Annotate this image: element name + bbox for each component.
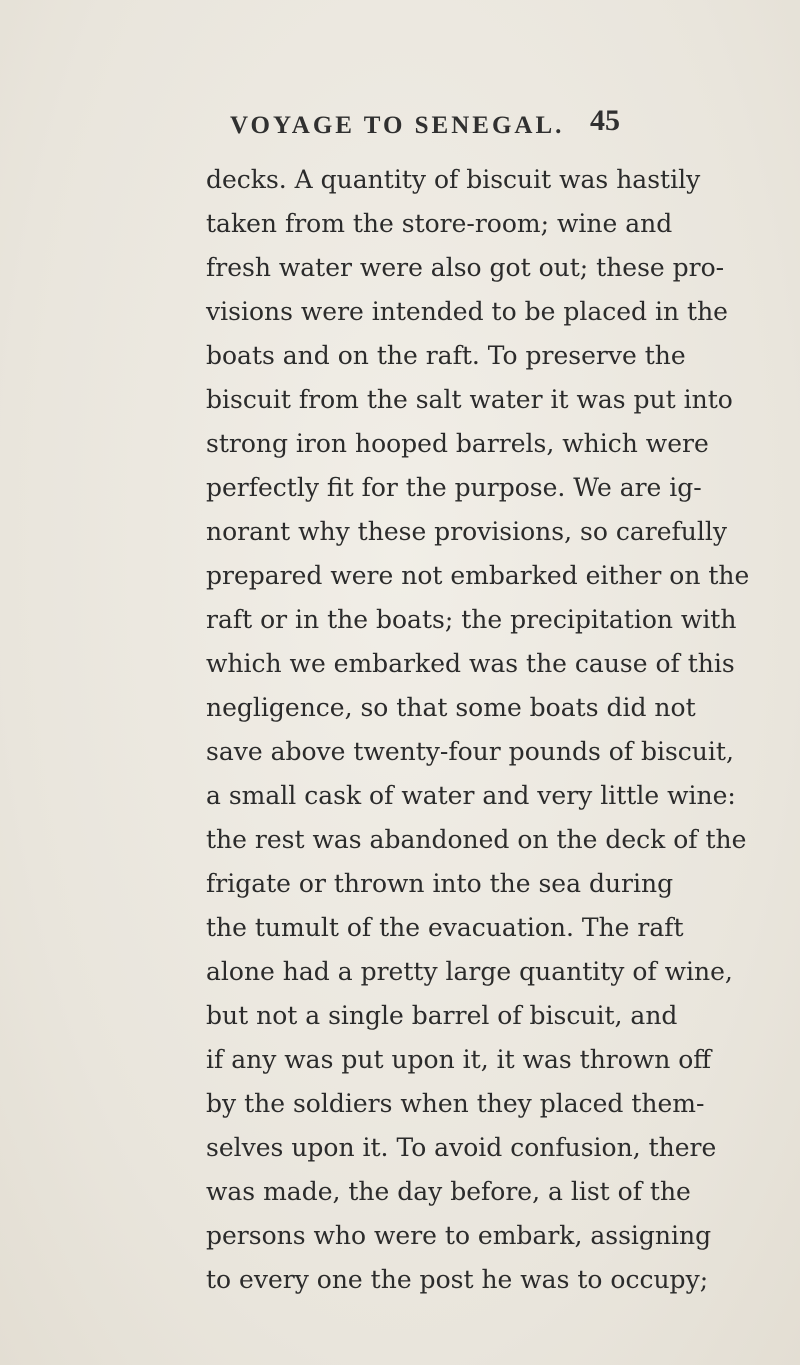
- text-line: decks. A quantity of biscuit was hastily: [206, 165, 701, 194]
- text-line: taken from the store-room; wine and: [206, 209, 673, 238]
- text-line: by the soldiers when they placed them-: [206, 1089, 705, 1118]
- text-line: biscuit from the salt water it was put into: [206, 385, 733, 414]
- text-line: if any was put upon it, it was thrown off: [206, 1045, 712, 1074]
- text-line: save above twenty-four pounds of biscuit,: [206, 737, 734, 766]
- text-line: boats and on the raft. To preserve the: [206, 341, 686, 370]
- text-line: perfectly fit for the purpose. We are ig-: [206, 473, 702, 502]
- text-line: but not a single barrel of biscuit, and: [206, 1001, 678, 1030]
- text-line: which we embarked was the cause of this: [206, 649, 735, 678]
- text-line: was made, the day before, a list of the: [206, 1177, 691, 1206]
- running-title: VOYAGE TO SENEGAL.: [230, 112, 565, 139]
- running-head: [0, 104, 800, 144]
- page-number: 45: [590, 104, 620, 137]
- text-line: raft or in the boats; the precipitation with: [206, 605, 737, 634]
- text-line: a small cask of water and very little wine:: [206, 781, 736, 810]
- text-line: the tumult of the evacuation. The raft: [206, 913, 684, 942]
- text-line: frigate or thrown into the sea during: [206, 869, 674, 898]
- text-line: to every one the post he was to occupy;: [206, 1265, 709, 1294]
- text-line: persons who were to embark, assigning: [206, 1221, 712, 1250]
- text-line: fresh water were also got out; these pro-: [206, 253, 725, 282]
- text-line: strong iron hooped barrels, which were: [206, 429, 709, 458]
- text-line: the rest was abandoned on the deck of the: [206, 825, 747, 854]
- text-line: prepared were not embarked either on the: [206, 561, 750, 590]
- text-line: visions were intended to be placed in the: [206, 297, 728, 326]
- text-line: norant why these provisions, so carefully: [206, 517, 727, 546]
- text-line: selves upon it. To avoid confusion, there: [206, 1133, 717, 1162]
- text-line: negligence, so that some boats did not: [206, 693, 696, 722]
- text-line: alone had a pretty large quantity of wine,: [206, 957, 733, 986]
